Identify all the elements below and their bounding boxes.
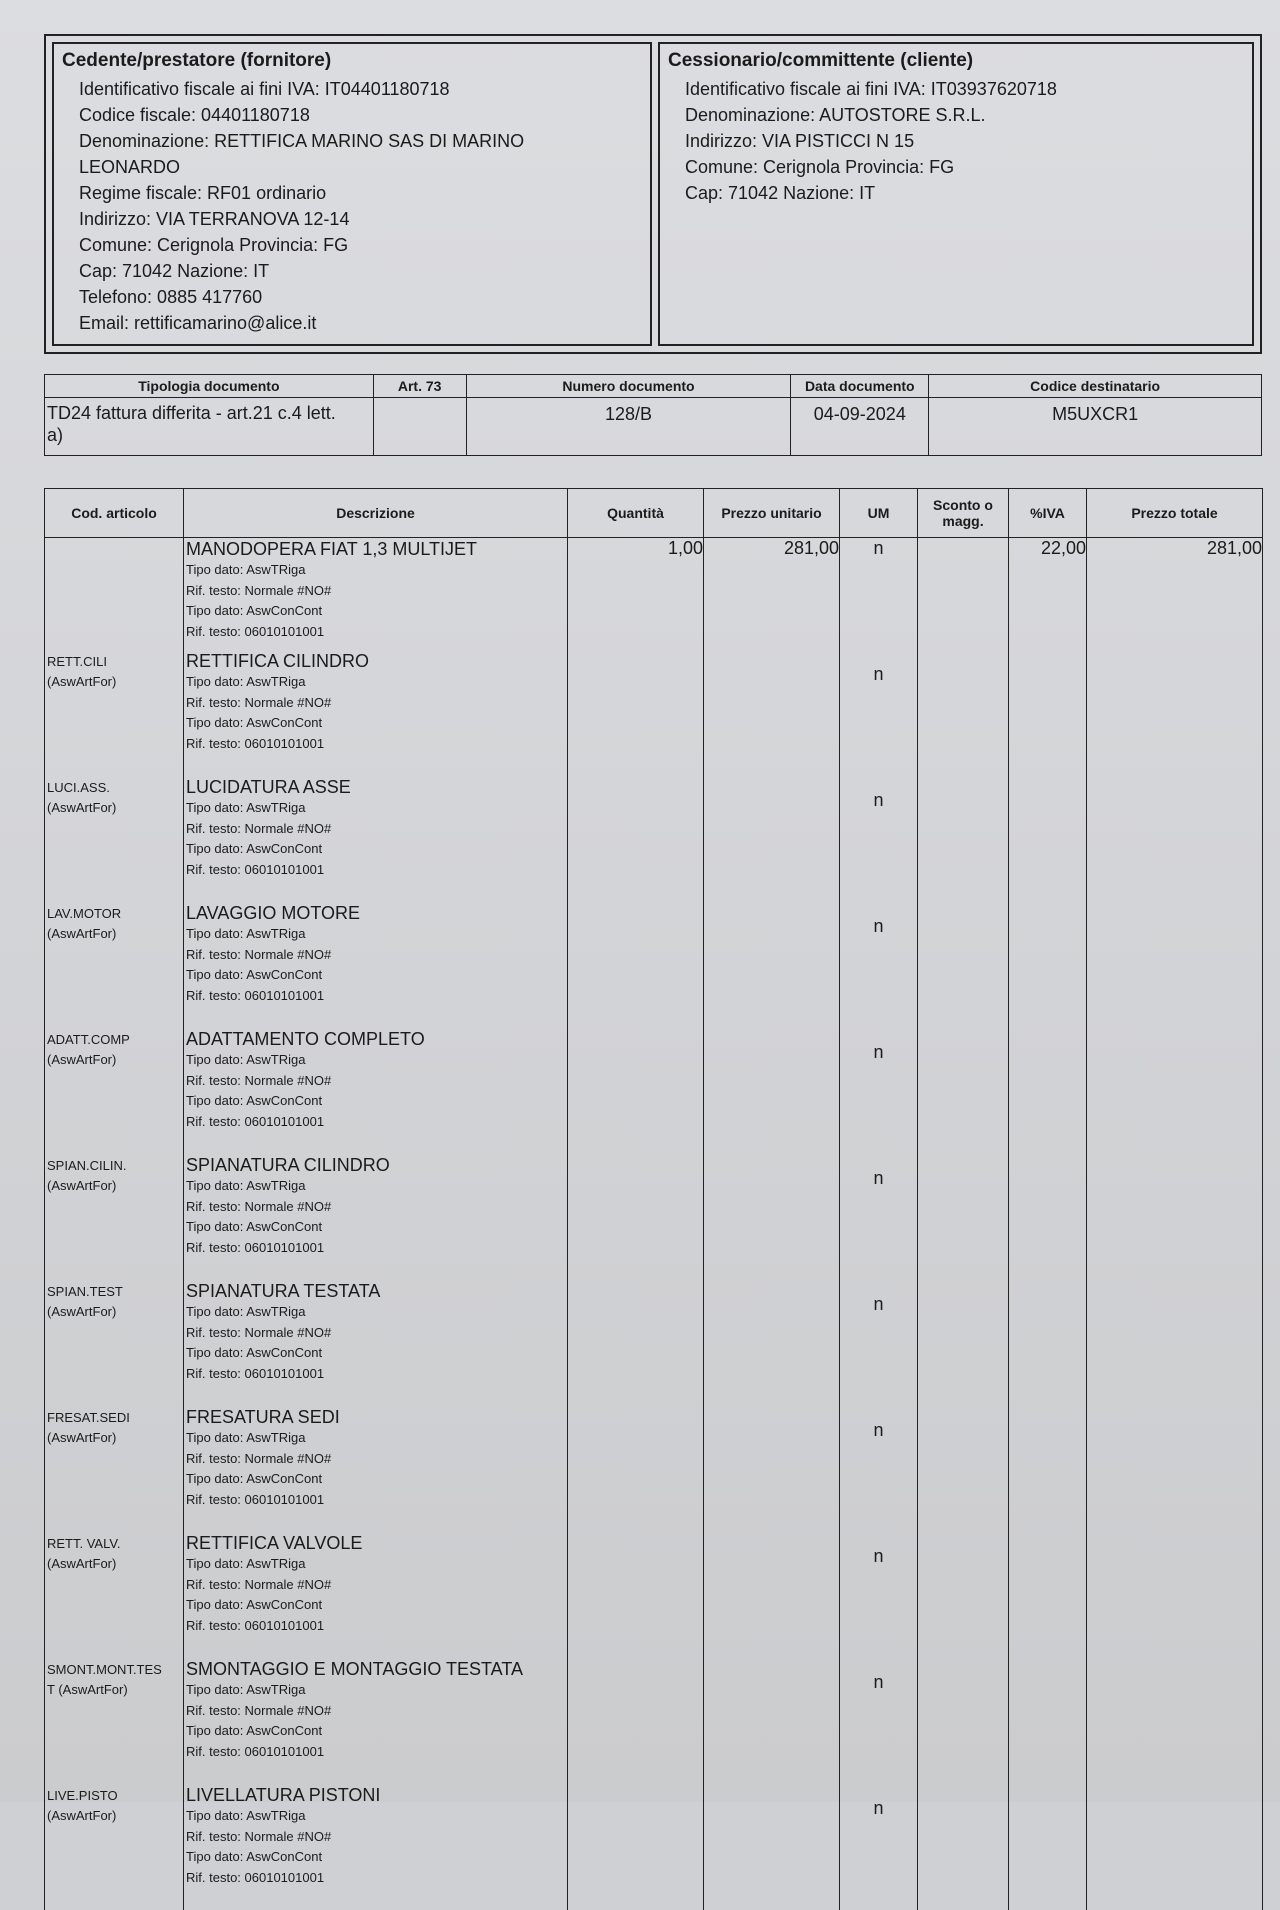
item-um: n xyxy=(840,1280,918,1406)
item-detail-line: Rif. testo: Normale #NO# xyxy=(184,1575,567,1596)
item-unit-price: 281,00 xyxy=(704,538,840,651)
item-description-cell xyxy=(184,1532,568,1658)
table-row xyxy=(45,1658,1263,1784)
recipient-code-header: Codice destinatario xyxy=(929,375,1262,398)
item-title: RETTIFICA VALVOLE xyxy=(184,1532,567,1554)
item-code-cell xyxy=(45,1028,184,1154)
item-detail-line: Rif. testo: Normale #NO# xyxy=(184,1827,567,1848)
item-total xyxy=(1087,1028,1263,1154)
item-detail-line: Tipo dato: AswConCont xyxy=(184,1217,567,1238)
item-description-cell xyxy=(184,1784,568,1910)
item-detail-line: Tipo dato: AswConCont xyxy=(184,713,567,734)
item-quantity xyxy=(568,1658,704,1784)
item-detail-line: Rif. testo: Normale #NO# xyxy=(184,693,567,714)
discount-header xyxy=(918,489,1009,538)
item-detail-line: Tipo dato: AswConCont xyxy=(184,1469,567,1490)
item-um: n xyxy=(840,1028,918,1154)
table-row xyxy=(45,1280,1263,1406)
item-um: n xyxy=(840,776,918,902)
item-vat xyxy=(1009,1154,1087,1280)
item-detail-line: Rif. testo: Normale #NO# xyxy=(184,819,567,840)
item-detail-line: Tipo dato: AswConCont xyxy=(184,1721,567,1742)
supplier-line: Identificativo fiscale ai fini IVA: IT04401180718 xyxy=(54,76,650,102)
item-total xyxy=(1087,902,1263,1028)
item-title: SPIANATURA TESTATA xyxy=(184,1280,567,1302)
item-title: SMONTAGGIO E MONTAGGIO TESTATA xyxy=(184,1658,567,1680)
item-quantity xyxy=(568,1280,704,1406)
item-description-cell xyxy=(184,776,568,902)
item-vat xyxy=(1009,1784,1087,1910)
total-header: Prezzo totale xyxy=(1087,489,1263,538)
table-row xyxy=(45,776,1263,902)
item-detail-line: Tipo dato: AswConCont xyxy=(184,1595,567,1616)
item-unit-price xyxy=(704,1280,840,1406)
table-row xyxy=(45,650,1263,776)
item-detail-line: Rif. testo: Normale #NO# xyxy=(184,1197,567,1218)
item-total xyxy=(1087,1280,1263,1406)
item-vat xyxy=(1009,1532,1087,1658)
customer-line: Cap: 71042 Nazione: IT xyxy=(660,180,1252,206)
item-vat xyxy=(1009,650,1087,776)
customer-box xyxy=(658,42,1254,346)
supplier-heading: Cedente/prestatore (fornitore) xyxy=(54,44,650,76)
item-description-cell xyxy=(184,1658,568,1784)
item-detail-line: Tipo dato: AswTRiga xyxy=(184,1428,567,1449)
item-detail-line: Tipo dato: AswTRiga xyxy=(184,798,567,819)
item-quantity xyxy=(568,902,704,1028)
item-code: ADATT.COMP xyxy=(45,1030,183,1050)
item-total xyxy=(1087,776,1263,902)
item-unit-price xyxy=(704,902,840,1028)
table-row xyxy=(45,1406,1263,1532)
item-quantity xyxy=(568,776,704,902)
item-discount xyxy=(918,1784,1009,1910)
item-code: LUCI.ASS. xyxy=(45,778,183,798)
description-header: Descrizione xyxy=(184,489,568,538)
customer-heading: Cessionario/committente (cliente) xyxy=(660,44,1252,76)
item-vat xyxy=(1009,1280,1087,1406)
item-vat xyxy=(1009,776,1087,902)
item-vat xyxy=(1009,1406,1087,1532)
item-total: 281,00 xyxy=(1087,538,1263,651)
item-code-cell xyxy=(45,1406,184,1532)
item-description-cell xyxy=(184,1028,568,1154)
supplier-line: Cap: 71042 Nazione: IT xyxy=(54,258,650,284)
um-header: UM xyxy=(840,489,918,538)
item-quantity xyxy=(568,650,704,776)
item-description-cell xyxy=(184,902,568,1028)
customer-line: Denominazione: AUTOSTORE S.R.L. xyxy=(660,102,1252,128)
item-code-cell xyxy=(45,1154,184,1280)
item-vat: 22,00 xyxy=(1009,538,1087,651)
item-title: LAVAGGIO MOTORE xyxy=(184,902,567,924)
item-detail-line: Rif. testo: Normale #NO# xyxy=(184,581,567,602)
item-unit-price xyxy=(704,1028,840,1154)
item-detail-line: Tipo dato: AswTRiga xyxy=(184,1806,567,1827)
item-detail-line: Tipo dato: AswConCont xyxy=(184,839,567,860)
item-total xyxy=(1087,1154,1263,1280)
item-code-cell xyxy=(45,776,184,902)
supplier-line: Codice fiscale: 04401180718 xyxy=(54,102,650,128)
item-quantity xyxy=(568,1154,704,1280)
item-detail-line: Rif. testo: 06010101001 xyxy=(184,1490,567,1511)
item-code: LAV.MOTOR xyxy=(45,904,183,924)
item-detail-line: Tipo dato: AswTRiga xyxy=(184,1302,567,1323)
item-title: LUCIDATURA ASSE xyxy=(184,776,567,798)
item-code-cell xyxy=(45,650,184,776)
item-code: SPIAN.CILIN. xyxy=(45,1156,183,1176)
item-um: n xyxy=(840,538,918,651)
item-code: SPIAN.TEST xyxy=(45,1282,183,1302)
art73-header: Art. 73 xyxy=(373,375,466,398)
supplier-line: Indirizzo: VIA TERRANOVA 12-14 xyxy=(54,206,650,232)
item-discount xyxy=(918,1154,1009,1280)
art73-value xyxy=(373,398,466,456)
item-unit-price xyxy=(704,1532,840,1658)
doc-date-header: Data documento xyxy=(791,375,929,398)
item-code-cell xyxy=(45,1658,184,1784)
item-unit-price xyxy=(704,1658,840,1784)
item-discount xyxy=(918,1532,1009,1658)
item-code: SMONT.MONT.TES xyxy=(45,1660,183,1680)
item-title: LIVELLATURA PISTONI xyxy=(184,1784,567,1806)
item-detail-line: Tipo dato: AswTRiga xyxy=(184,1680,567,1701)
supplier-line: Regime fiscale: RF01 ordinario xyxy=(54,180,650,206)
item-code-type: (AswArtFor) xyxy=(45,1554,183,1574)
item-quantity: 1,00 xyxy=(568,538,704,651)
table-row xyxy=(45,1532,1263,1658)
item-detail-line: Tipo dato: AswConCont xyxy=(184,1091,567,1112)
item-discount xyxy=(918,1280,1009,1406)
item-code-type: (AswArtFor) xyxy=(45,1806,183,1826)
item-detail-line: Tipo dato: AswTRiga xyxy=(184,1176,567,1197)
item-description-cell xyxy=(184,1154,568,1280)
item-detail-line: Rif. testo: 06010101001 xyxy=(184,1364,567,1385)
item-discount xyxy=(918,1406,1009,1532)
item-description-cell xyxy=(184,650,568,776)
item-detail-line: Rif. testo: Normale #NO# xyxy=(184,1071,567,1092)
doc-date-value: 04-09-2024 xyxy=(791,398,929,456)
item-vat xyxy=(1009,1658,1087,1784)
item-total xyxy=(1087,1406,1263,1532)
item-um: n xyxy=(840,650,918,776)
item-code-cell xyxy=(45,538,184,651)
item-detail-line: Tipo dato: AswTRiga xyxy=(184,672,567,693)
item-quantity xyxy=(568,1406,704,1532)
item-um: n xyxy=(840,1532,918,1658)
doc-type-line2: a) xyxy=(47,424,372,446)
item-detail-line: Rif. testo: 06010101001 xyxy=(184,986,567,1007)
item-detail-line: Tipo dato: AswTRiga xyxy=(184,560,567,581)
item-code: RETT.CILI xyxy=(45,652,183,672)
item-discount xyxy=(918,538,1009,651)
item-discount xyxy=(918,1028,1009,1154)
item-code-cell xyxy=(45,1532,184,1658)
item-title: SPIANATURA CILINDRO xyxy=(184,1154,567,1176)
item-detail-line: Rif. testo: 06010101001 xyxy=(184,1868,567,1889)
item-description-cell xyxy=(184,1280,568,1406)
doc-type-line1: TD24 fattura differita - art.21 c.4 lett. xyxy=(47,402,372,424)
item-detail-line: Rif. testo: 06010101001 xyxy=(184,734,567,755)
item-detail-line: Rif. testo: Normale #NO# xyxy=(184,1449,567,1470)
item-detail-line: Rif. testo: 06010101001 xyxy=(184,1112,567,1133)
item-total xyxy=(1087,1784,1263,1910)
vat-header: %IVA xyxy=(1009,489,1087,538)
item-unit-price xyxy=(704,650,840,776)
document-info-table xyxy=(44,374,1262,456)
item-detail-line: Rif. testo: Normale #NO# xyxy=(184,945,567,966)
supplier-line: Email: rettificamarino@alice.it xyxy=(54,310,650,336)
item-code: RETT. VALV. xyxy=(45,1534,183,1554)
customer-line: Indirizzo: VIA PISTICCI N 15 xyxy=(660,128,1252,154)
supplier-line: LEONARDO xyxy=(54,154,650,180)
item-quantity xyxy=(568,1532,704,1658)
recipient-code-value: M5UXCR1 xyxy=(929,398,1262,456)
item-detail-line: Rif. testo: 06010101001 xyxy=(184,860,567,881)
table-row xyxy=(45,1154,1263,1280)
item-um: n xyxy=(840,1784,918,1910)
item-code-cell xyxy=(45,1784,184,1910)
item-code-type: (AswArtFor) xyxy=(45,1302,183,1322)
item-detail-line: Tipo dato: AswConCont xyxy=(184,1343,567,1364)
doc-number-value: 128/B xyxy=(466,398,791,456)
item-detail-line: Tipo dato: AswConCont xyxy=(184,1847,567,1868)
doc-number-header: Numero documento xyxy=(466,375,791,398)
item-rows xyxy=(45,538,1263,1910)
item-code-cell xyxy=(45,902,184,1028)
supplier-line: Comune: Cerignola Provincia: FG xyxy=(54,232,650,258)
table-row xyxy=(45,538,1263,651)
quantity-header: Quantità xyxy=(568,489,704,538)
item-description-cell xyxy=(184,1406,568,1532)
item-code-type: (AswArtFor) xyxy=(45,672,183,692)
supplier-line: Telefono: 0885 417760 xyxy=(54,284,650,310)
item-quantity xyxy=(568,1028,704,1154)
item-total xyxy=(1087,650,1263,776)
item-vat xyxy=(1009,902,1087,1028)
items-table xyxy=(44,488,1263,1910)
item-code-type: (AswArtFor) xyxy=(45,1428,183,1448)
item-code: FRESAT.SEDI xyxy=(45,1408,183,1428)
item-total xyxy=(1087,1658,1263,1784)
item-code-type: (AswArtFor) xyxy=(45,924,183,944)
item-detail-line: Rif. testo: Normale #NO# xyxy=(184,1323,567,1344)
code-header: Cod. articolo xyxy=(45,489,184,538)
item-code-type: (AswArtFor) xyxy=(45,1050,183,1070)
item-discount xyxy=(918,776,1009,902)
parties-box xyxy=(44,34,1262,354)
item-quantity xyxy=(568,1784,704,1910)
item-detail-line: Tipo dato: AswTRiga xyxy=(184,1050,567,1071)
item-code-type: T (AswArtFor) xyxy=(45,1680,183,1700)
item-title: RETTIFICA CILINDRO xyxy=(184,650,567,672)
item-um: n xyxy=(840,1406,918,1532)
table-row xyxy=(45,902,1263,1028)
item-unit-price xyxy=(704,1784,840,1910)
item-title: MANODOPERA FIAT 1,3 MULTIJET xyxy=(184,538,567,560)
item-detail-line: Rif. testo: 06010101001 xyxy=(184,622,567,643)
item-total xyxy=(1087,1532,1263,1658)
item-detail-line: Tipo dato: AswTRiga xyxy=(184,1554,567,1575)
item-title: FRESATURA SEDI xyxy=(184,1406,567,1428)
discount-header-line2: magg. xyxy=(920,513,1006,529)
item-code-type: (AswArtFor) xyxy=(45,1176,183,1196)
item-discount xyxy=(918,650,1009,776)
item-detail-line: Rif. testo: 06010101001 xyxy=(184,1238,567,1259)
table-row xyxy=(45,1028,1263,1154)
item-code-type: (AswArtFor) xyxy=(45,798,183,818)
supplier-line: Denominazione: RETTIFICA MARINO SAS DI MARINO xyxy=(54,128,650,154)
item-unit-price xyxy=(704,1154,840,1280)
item-um: n xyxy=(840,1154,918,1280)
item-title: ADATTAMENTO COMPLETO xyxy=(184,1028,567,1050)
customer-line: Comune: Cerignola Provincia: FG xyxy=(660,154,1252,180)
doc-type-header: Tipologia documento xyxy=(45,375,374,398)
item-vat xyxy=(1009,1028,1087,1154)
item-um: n xyxy=(840,1658,918,1784)
item-detail-line: Tipo dato: AswConCont xyxy=(184,601,567,622)
item-code: LIVE.PISTO xyxy=(45,1786,183,1806)
discount-header-line1: Sconto o xyxy=(920,497,1006,513)
item-unit-price xyxy=(704,1406,840,1532)
unit-price-header: Prezzo unitario xyxy=(704,489,840,538)
item-discount xyxy=(918,902,1009,1028)
table-row xyxy=(45,1784,1263,1910)
item-detail-line: Rif. testo: 06010101001 xyxy=(184,1616,567,1637)
item-um: n xyxy=(840,902,918,1028)
supplier-box xyxy=(52,42,652,346)
item-unit-price xyxy=(704,776,840,902)
item-detail-line: Tipo dato: AswTRiga xyxy=(184,924,567,945)
item-discount xyxy=(918,1658,1009,1784)
item-detail-line: Rif. testo: 06010101001 xyxy=(184,1742,567,1763)
item-detail-line: Rif. testo: Normale #NO# xyxy=(184,1701,567,1722)
item-description-cell xyxy=(184,538,568,651)
doc-type-value xyxy=(45,398,374,456)
customer-line: Identificativo fiscale ai fini IVA: IT03937620718 xyxy=(660,76,1252,102)
item-detail-line: Tipo dato: AswConCont xyxy=(184,965,567,986)
item-code-cell xyxy=(45,1280,184,1406)
